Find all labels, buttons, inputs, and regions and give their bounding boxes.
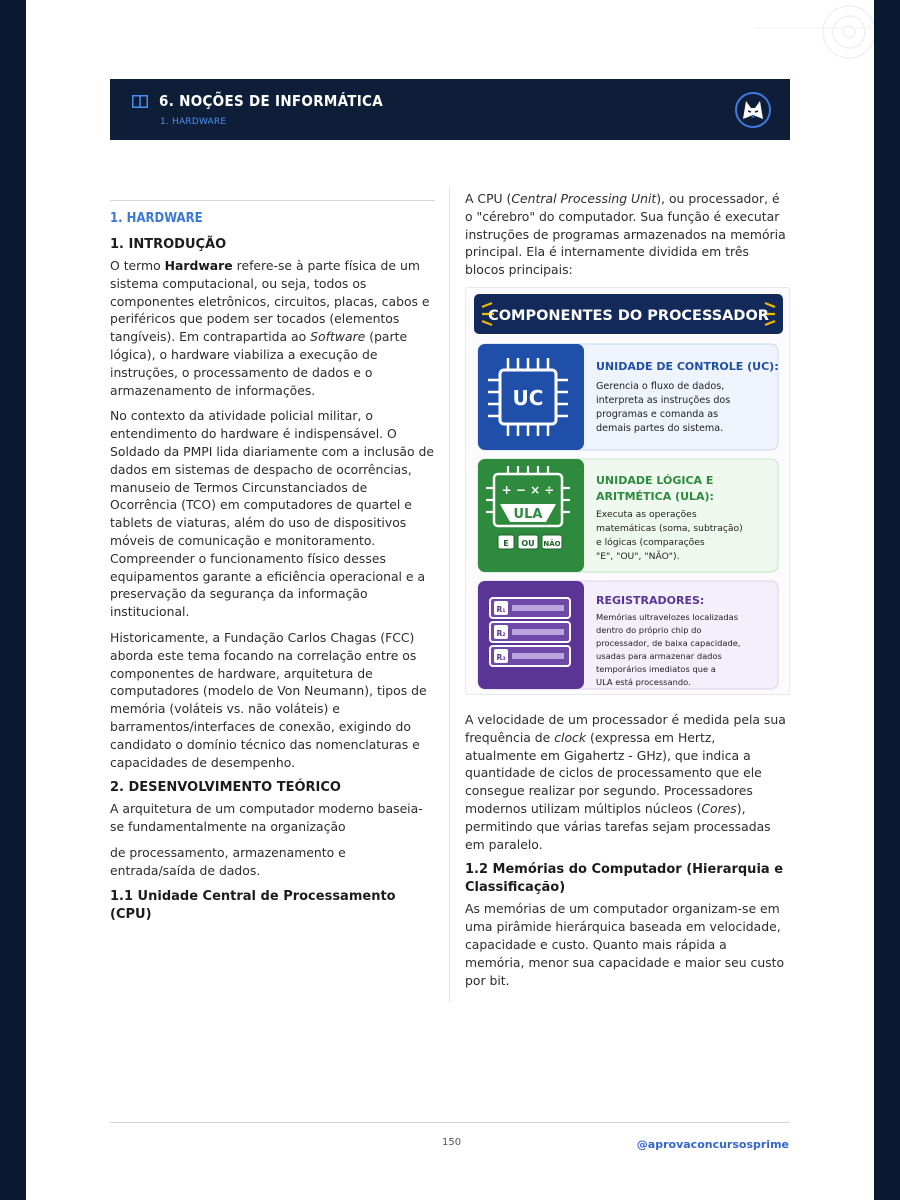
svg-text:"E", "OU", "NÃO").: "E", "OU", "NÃO").: [596, 550, 680, 562]
paragraph-arquitetura: A arquitetura de um computador moderno baseia-se fundamentalmente na organização: [110, 801, 423, 835]
paragraph-cpu-intro: A CPU (Central Processing Unit), ou processador, é o "cérebro" do computador. Sua função é executar instruções de programas armazenados na memória principal. Ela é internamente dividida em três blocos principais:: [465, 191, 786, 278]
svg-text:demais partes do sistema.: demais partes do sistema.: [596, 422, 724, 434]
heading-cpu: 1.1 Unidade Central de Processamento (CPU): [110, 888, 396, 922]
chapter-title: 6. NOÇÕES DE INFORMÁTICA: [159, 92, 383, 110]
paragraph-processamento: de processamento, armazenamento e entrada/saída de dados.: [110, 844, 346, 878]
right-column: [465, 190, 790, 997]
document-page: [26, 0, 874, 1200]
column-divider: [449, 188, 450, 1003]
svg-text:NÃO: NÃO: [543, 539, 561, 548]
svg-text:E: E: [503, 538, 509, 548]
svg-text:usadas para armazenar dados: usadas para armazenar dados: [596, 650, 722, 661]
ula-logic-boxes: [498, 535, 562, 549]
chapter-header: [110, 79, 790, 140]
svg-text:dentro do próprio chip do: dentro do próprio chip do: [596, 624, 702, 635]
register-label-3: R₃: [496, 652, 506, 662]
svg-text:matemáticas (soma, subtração): matemáticas (soma, subtração): [596, 522, 743, 534]
registradores-title: REGISTRADORES:: [596, 593, 705, 607]
svg-text:Memórias ultravelozes localiza: Memórias ultravelozes localizadas: [596, 611, 739, 622]
uc-title: UNIDADE DE CONTROLE (UC):: [596, 359, 779, 373]
left-column: [110, 200, 435, 927]
uc-icon-label: UC: [512, 385, 544, 410]
chapter-subtitle: 1. HARDWARE: [160, 117, 227, 127]
ula-title-line2: ARITMÉTICA (ULA):: [596, 489, 714, 503]
processor-components-infographic: [466, 288, 790, 695]
processor-components-figure: [465, 287, 790, 695]
svg-text:Executa as operações: Executa as operações: [596, 508, 697, 520]
svg-text:ULA está processando.: ULA está processando.: [596, 676, 691, 687]
svg-text:OU: OU: [521, 538, 535, 548]
svg-text:programas e comanda as: programas e comanda as: [596, 408, 719, 420]
register-label-1: R₁: [496, 604, 506, 614]
ula-title-line1: UNIDADE LÓGICA E: [596, 473, 714, 487]
paragraph-fcc: Historicamente, a Fundação Carlos Chagas (FCC) aborda este tema focando na correlação entre os componentes de hardware, arquitetura de computadores (modelo de Von Neumann), tipos de memória (voláteis vs. não voláteis) e barramentos/interfaces de conexão, exigindo do candidato o domínio técnico das nomenclaturas e capacidades de desempenho.: [110, 629, 427, 770]
paragraph-hardware-definition: O termo Hardware refere-se à parte física de um sistema computacional, ou seja, todos os componentes eletrônicos, circuitos, placas, cabos e periféricos que podem ser tocados (elementos tangíveis). Em contrapartida ao Software (parte lógica), o hardware viabiliza a execução de instruções, o processamento de dados e o armazenamento de informações.: [110, 258, 430, 398]
page-number: 150: [442, 1137, 462, 1148]
svg-text:interpreta as instruções dos: interpreta as instruções dos: [596, 394, 731, 406]
svg-text:processador, de baixa capacida: processador, de baixa capacidade,: [596, 637, 741, 648]
heading-desenvolvimento: 2. DESENVOLVIMENTO TEÓRICO: [110, 780, 341, 796]
paragraph-policial-context: No contexto da atividade policial militar, o entendimento do hardware é indispensável. O Soldado da PMPI lida diariamente com a inclusão de dados em sistemas de despacho de ocorrências, manuseio de Termos Circunstanciados de Ocorrência (TCO) em computadores de quartel e tablets de viaturas, além do uso de dispositivos móveis de comunicação e monitoramento. Compreender o funcionamento físico desses equipamentos garante a eficiência operacional e a preservação da segurança da informação institucional.: [110, 408, 435, 620]
column-top-rule: [110, 200, 435, 201]
ula-icon-label: ULA: [513, 506, 543, 522]
banner-text: COMPONENTES DO PROCESSADOR: [488, 307, 769, 324]
svg-text:temporários imediatos que a: temporários imediatos que a: [596, 663, 716, 674]
svg-text:e lógicas (comparações: e lógicas (comparações: [596, 536, 705, 548]
ula-operators: + − × ÷: [501, 482, 555, 497]
social-handle: @aprovaconcursosprime: [636, 1138, 789, 1151]
register-label-2: R₂: [496, 628, 506, 638]
footer-rule: [110, 1122, 790, 1123]
book-icon: [132, 95, 148, 108]
decorative-rings: [754, 0, 874, 90]
heading-memorias: 1.2 Memórias do Computador (Hierarquia e Classificação): [465, 862, 784, 896]
paragraph-clock-speed: A velocidade de um processador é medida pela sua frequência de clock (expressa em Hertz, atualmente em Gigahertz - GHz), que indica a quantidade de ciclos de processamento que ele consegue realizar por segundo. Processadores modernos utilizam múltiplos núcleos (Cores), permitindo que várias tarefas sejam processadas em paralelo.: [465, 711, 786, 852]
wolf-logo-icon: [734, 91, 772, 129]
section-label: 1. HARDWARE: [110, 211, 203, 226]
svg-text:Gerencia o fluxo de dados,: Gerencia o fluxo de dados,: [596, 380, 725, 392]
paragraph-memorias: As memórias de um computador organizam-se em uma pirâmide hierárquica baseada em velocidade, capacidade e custo. Quanto mais rápida a memória, menor sua capacidade e maior seu custo por bit.: [465, 901, 785, 988]
heading-introducao: 1. INTRODUÇÃO: [110, 237, 227, 252]
